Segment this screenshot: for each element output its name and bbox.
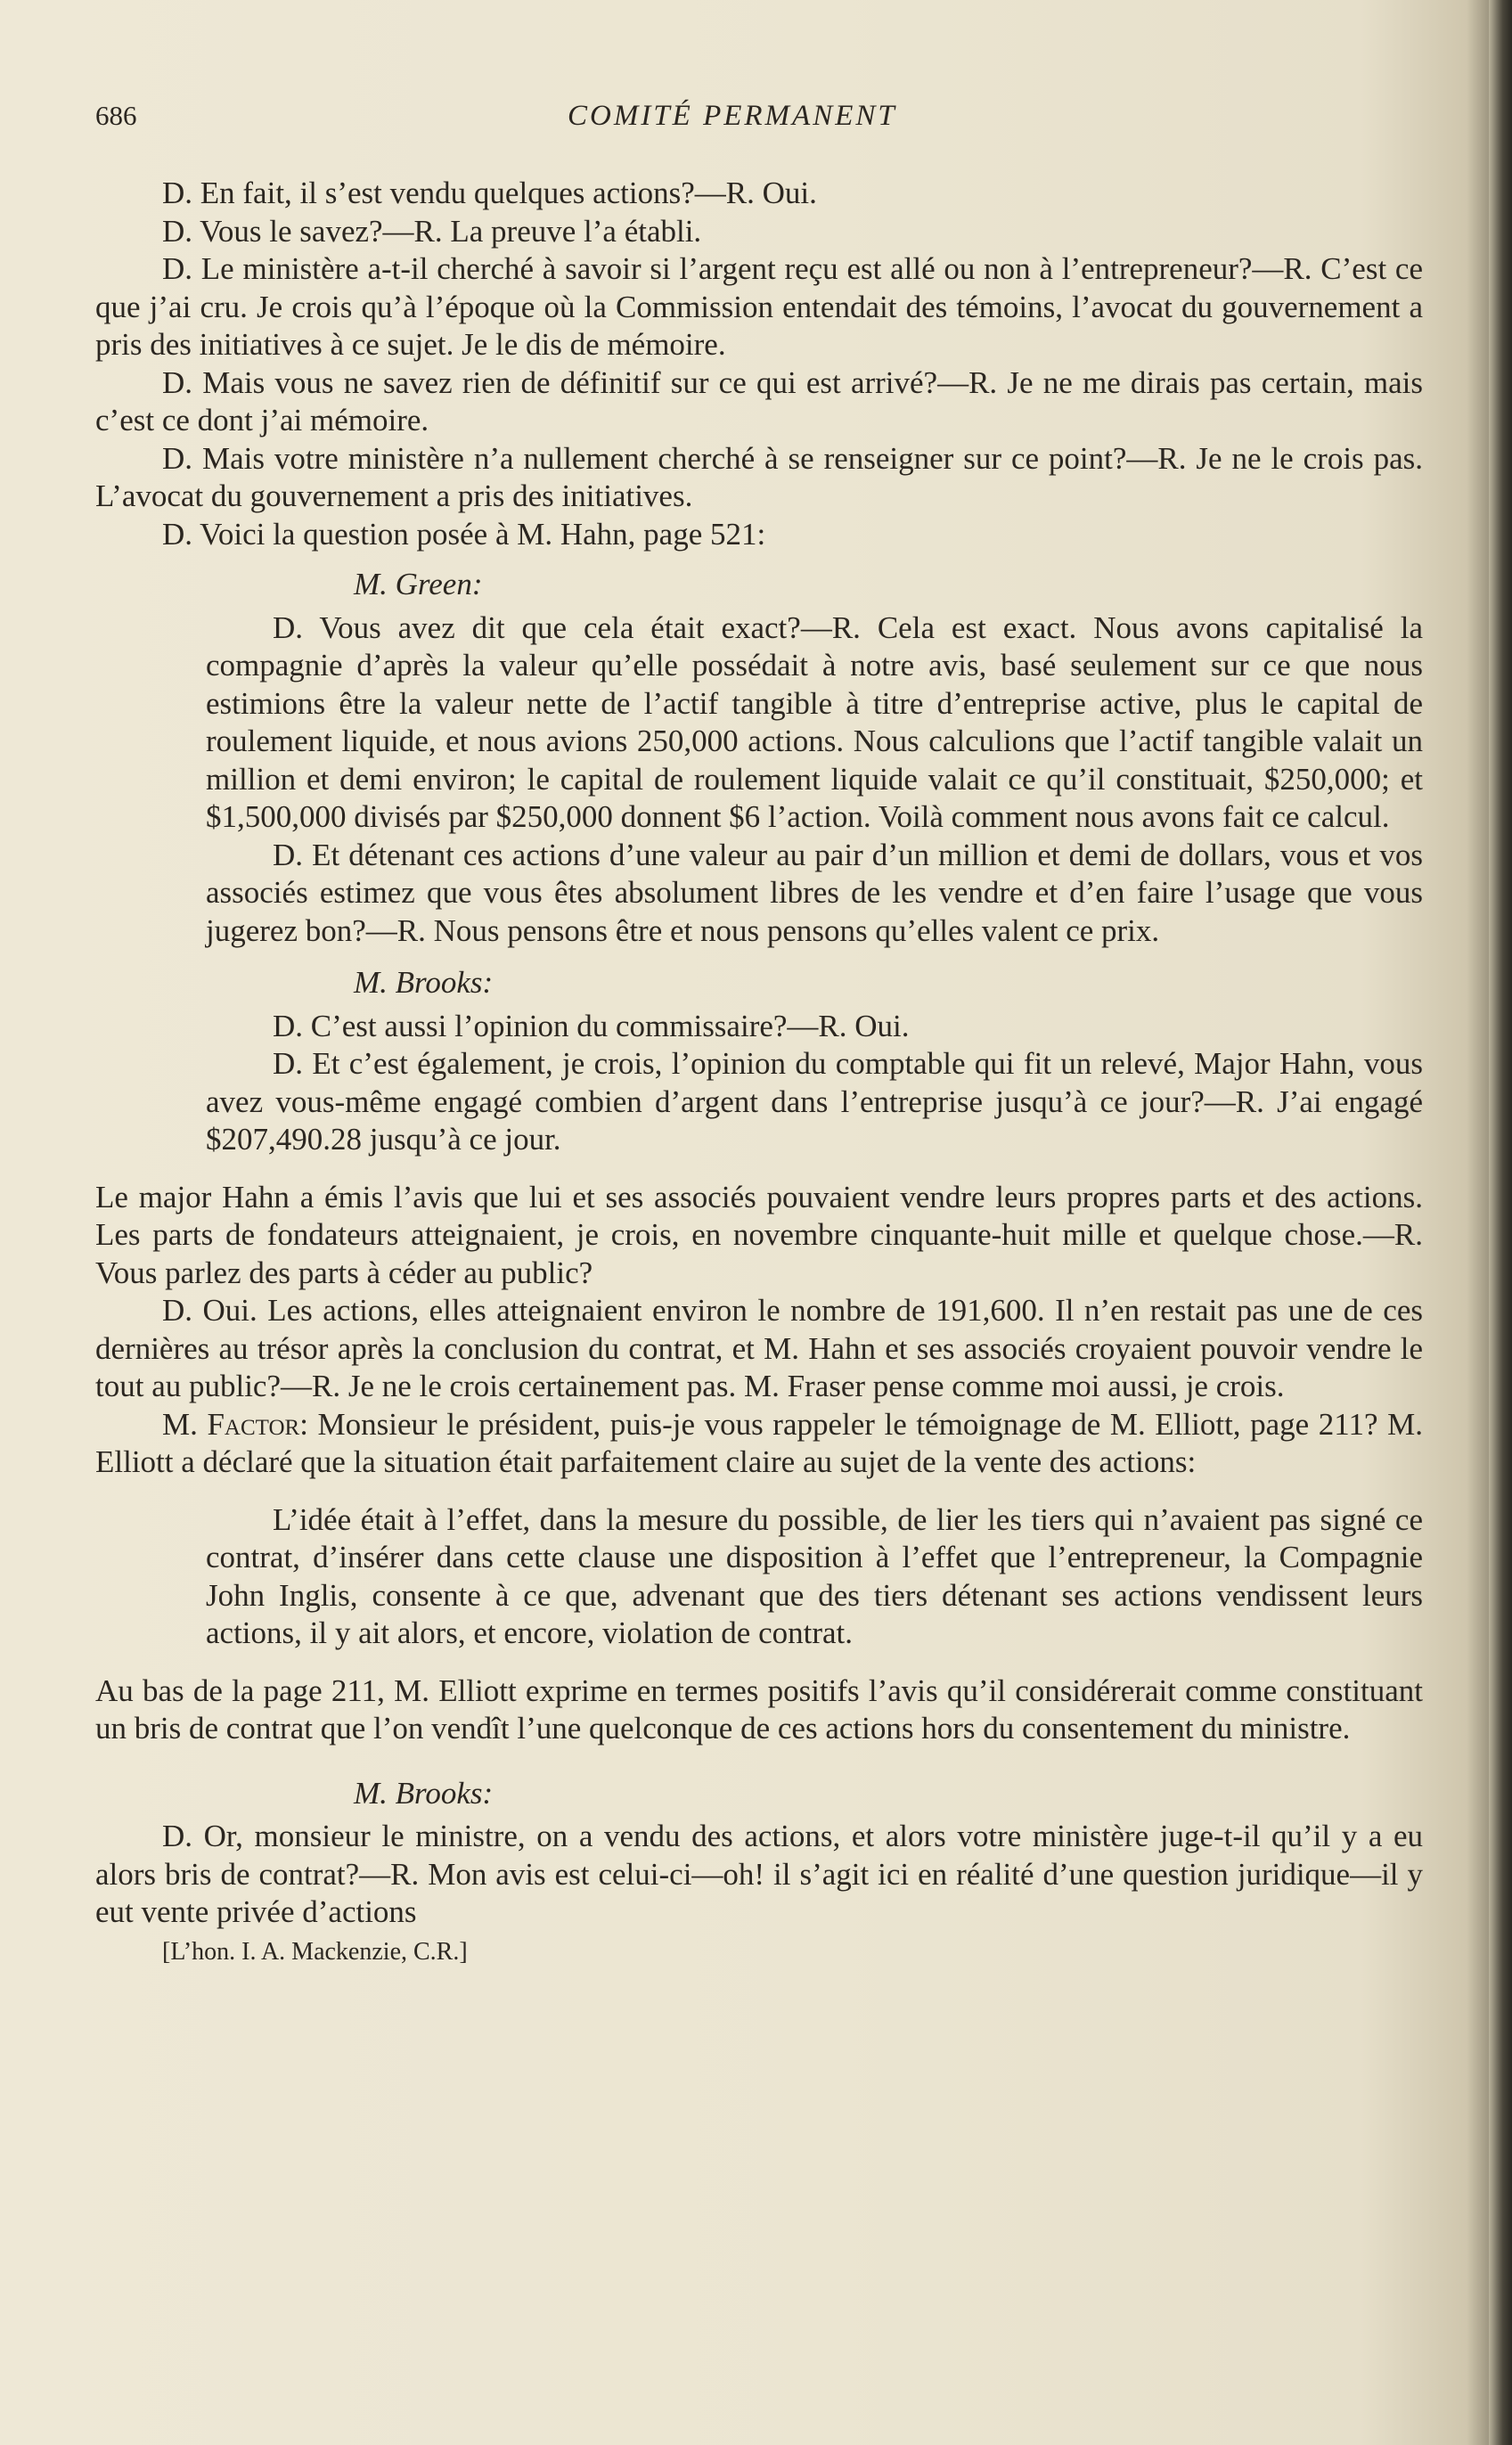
paragraph-text: : Monsieur le président, puis-je vous rappeler le témoignage de M. Elliott, page 211? M. Elliott a déclaré que la situation était parfaitement claire au sujet de la vente des actions: <box>95 1406 1423 1479</box>
quote-paragraph: D. Et c’est également, je crois, l’opinion du comptable qui fit un relevé, Major Hahn, vous avez vous-même engagé combien d’argent dans l’entreprise jusqu’à ce jour?—R. J’ai engagé $207,490.28 jusqu’à ce jour. <box>206 1046 1423 1157</box>
page-footer: [L’hon. I. A. Mackenzie, C.R.] <box>162 1937 468 1966</box>
block-quote-text: L’idée était à l’effet, dans la mesure du possible, de lier les tiers qui n’avaient pas signé ce contrat, d’insérer dans cette clause une disposition à l’effet que l’entrepreneur, la Compagnie John Inglis, consente à ce que, advenant que des tiers détenant ses actions vendissent leurs actions, il y ait alors, et encore, violation de contrat. <box>206 1501 1423 1650</box>
paragraph: Au bas de la page 211, M. Elliott exprime en termes positifs l’avis qu’il considérerait comme constituant un bris de contrat que l’on vendît l’une quelconque de ces actions hors du consentement du ministre. <box>95 1672 1423 1746</box>
quoted-testimony <box>206 609 1423 951</box>
page-number: 686 <box>95 100 137 131</box>
book-binding-edge <box>1489 0 1512 2445</box>
paragraph: D. Or, monsieur le ministre, on a vendu des actions, et alors votre ministère juge-t-il qu’il y a eu alors bris de contrat?—R. Mon avis est celui-ci—oh! il s’agit ici en réalité d’une question juridique—il y eut vente privée d’actions <box>95 1819 1423 1929</box>
paragraph: D. Mais vous ne savez rien de définitif sur ce qui est arrivé?—R. Je ne me dirais pas certain, mais c’est ce dont j’ai mémoire. <box>95 364 1423 437</box>
quote-paragraph: D. C’est aussi l’opinion du commissaire?—R. Oui. <box>273 1008 910 1043</box>
running-head: COMITÉ PERMANENT <box>568 100 897 132</box>
quote-paragraph: D. Et détenant ces actions d’une valeur au pair d’un million et demi de dollars, vous et vos associés estimez que vous êtes absolument libres de les vendre et d’en faire l’usage que vous jugerez bon?—R. Nous pensons être et nous pensons qu’elles valent ce prix. <box>206 837 1423 948</box>
paragraph: Le major Hahn a émis l’avis que lui et ses associés pouvaient vendre leurs propres parts et des actions. Les parts de fondateurs atteignaient, je crois, en novembre cinquante-huit mille et quelque chose.—R. Vous parlez des parts à céder au public? <box>95 1179 1423 1290</box>
paragraph: D. Oui. Les actions, elles atteignaient environ le nombre de 191,600. Il n’en restait pas une de ces dernières au trésor après la conclusion du contrat, et M. Hahn et ses associés croyaient pouvoir vendre le tout au public?—R. Je ne le crois certainement pas. M. Fraser pense comme moi aussi, je crois. <box>95 1293 1423 1403</box>
paragraph: D. Mais votre ministère n’a nullement cherché à se renseigner sur ce point?—R. Je ne le crois pas. L’avocat du gouvernement a pris des initiatives. <box>95 440 1423 513</box>
speaker-name: Factor <box>207 1406 300 1442</box>
paragraph: D. Le ministère a-t-il cherché à savoir si l’argent reçu est allé ou non à l’entrepreneur?—R. C’est ce que j’ai cru. Je crois qu’à l’époque où la Commission entendait des témoins, l’avocat du gouvernement a pris des initiatives à ce sujet. Je le dis de mémoire. <box>95 251 1423 362</box>
speaker-label: M. Brooks: <box>354 965 494 1000</box>
quoted-testimony <box>206 1008 1423 1159</box>
paragraph <box>95 1406 1423 1482</box>
page-body <box>95 175 1423 1967</box>
speaker-label: M. Green: <box>354 567 483 601</box>
quote-paragraph: D. Vous avez dit que cela était exact?—R. Cela est exact. Nous avons capitalisé la compagnie d’après la valeur qu’elle possédait à notre avis, basé seulement sur ce que nous estimions être la valeur nette de l’actif tangible à titre d’entreprise active, plus le capital de roulement liquide, et nous avions 250,000 actions. Nous calculions que l’actif tangible valait un million et demi environ; le capital de roulement liquide valait ce qu’il constituait, $250,000; et $1,500,000 divisés par $250,000 donnent $6 l’action. Voilà comment nous avons fait ce calcul. <box>206 609 1423 834</box>
block-quote <box>206 1501 1423 1653</box>
paragraph: D. Voici la question posée à M. Hahn, page 521: <box>162 516 766 552</box>
speaker-prefix: M. <box>162 1406 198 1442</box>
paragraph: D. Vous le savez?—R. La preuve l’a établi. <box>162 213 702 249</box>
speaker-label: M. Brooks: <box>354 1775 494 1811</box>
paragraph: D. En fait, il s’est vendu quelques actions?—R. Oui. <box>162 176 817 210</box>
page-header <box>95 100 1432 144</box>
